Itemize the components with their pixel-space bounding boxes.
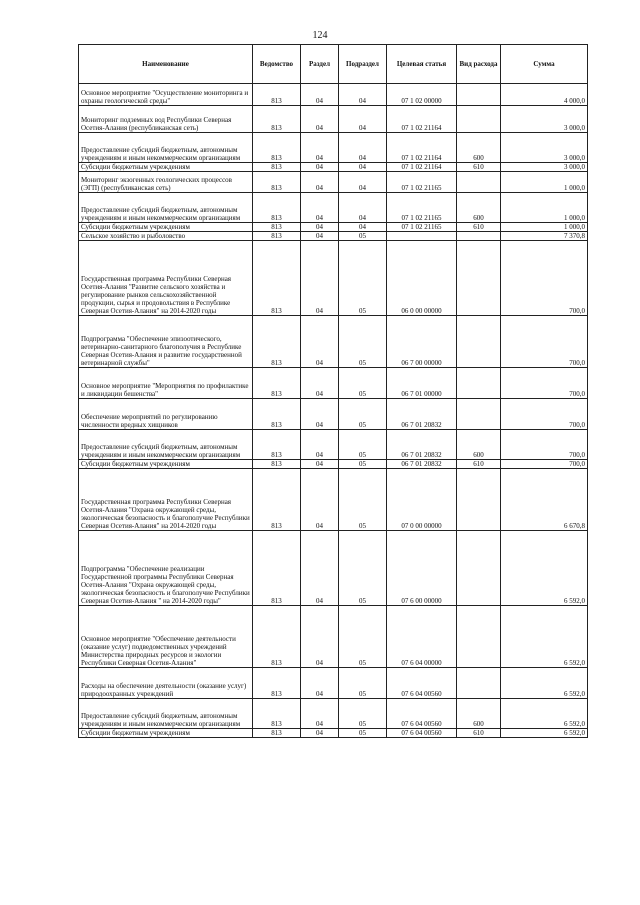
table-cell-dept: 813 bbox=[253, 729, 301, 738]
table-cell-subsection: 05 bbox=[339, 668, 387, 699]
table-cell-sum: 6 592,0 bbox=[501, 531, 588, 606]
table-cell-dept: 813 bbox=[253, 368, 301, 399]
budget-table bbox=[78, 44, 588, 738]
table-cell-target: 06 7 01 20832 bbox=[387, 430, 457, 460]
table-cell-subsection: 05 bbox=[339, 430, 387, 460]
table-cell-name: Основное мероприятие "Осуществление мониторинга и охраны геологической среды" bbox=[79, 84, 253, 106]
table-row bbox=[79, 469, 588, 531]
table-cell-name: Субсидии бюджетным учреждениям bbox=[79, 729, 253, 738]
table-cell-exp-type bbox=[457, 232, 501, 241]
page-number: 124 bbox=[312, 30, 328, 41]
table-row bbox=[79, 193, 588, 223]
table-cell-exp-type: 600 bbox=[457, 430, 501, 460]
table-cell-target: 07 1 02 21164 bbox=[387, 106, 457, 133]
table-cell-name: Основное мероприятие "Мероприятия по профилактике и ликвидации бешенства" bbox=[79, 368, 253, 399]
table-cell-exp-type bbox=[457, 316, 501, 368]
table-cell-section: 04 bbox=[301, 232, 339, 241]
table-cell-name: Сельское хозяйство и рыболовство bbox=[79, 232, 253, 241]
table-cell-name: Основное мероприятие "Обеспечение деятельности (оказание услуг) подведомственных учреждений Министерства природных ресурсов и экологии Республики Северная Осетия-Алания" bbox=[79, 606, 253, 668]
table-cell-subsection: 04 bbox=[339, 133, 387, 163]
table-cell-sum: 6 592,0 bbox=[501, 668, 588, 699]
table-row bbox=[79, 133, 588, 163]
table-row bbox=[79, 460, 588, 469]
table-cell-name: Мониторинг подземных вод Республики Северная Осетия-Алания (республиканская сеть) bbox=[79, 106, 253, 133]
table-cell-sum: 1 000,0 bbox=[501, 193, 588, 223]
table-cell-dept: 813 bbox=[253, 531, 301, 606]
table-cell-name: Предоставление субсидий бюджетным, автономным учреждениям и иным некоммерческим организациям bbox=[79, 193, 253, 223]
table-cell-target: 06 0 00 00000 bbox=[387, 241, 457, 316]
table-cell-exp-type bbox=[457, 172, 501, 193]
table-cell-section: 04 bbox=[301, 84, 339, 106]
table-cell-target: 07 6 04 00560 bbox=[387, 729, 457, 738]
table-cell-subsection: 04 bbox=[339, 172, 387, 193]
table-cell-target: 07 1 02 21165 bbox=[387, 193, 457, 223]
table-row bbox=[79, 84, 588, 106]
table-cell-dept: 813 bbox=[253, 469, 301, 531]
table-cell-target: 07 6 04 00560 bbox=[387, 668, 457, 699]
table-cell-sum: 700,0 bbox=[501, 399, 588, 430]
table-row bbox=[79, 430, 588, 460]
table-cell-sum: 6 592,0 bbox=[501, 606, 588, 668]
table-row bbox=[79, 668, 588, 699]
table-cell-dept: 813 bbox=[253, 232, 301, 241]
table-cell-sum: 6 592,0 bbox=[501, 699, 588, 729]
table-cell-dept: 813 bbox=[253, 316, 301, 368]
table-row bbox=[79, 368, 588, 399]
table-row bbox=[79, 241, 588, 316]
table-cell-sum: 1 000,0 bbox=[501, 223, 588, 232]
table-cell-subsection: 04 bbox=[339, 223, 387, 232]
table-cell-sum: 700,0 bbox=[501, 460, 588, 469]
table-cell-section: 04 bbox=[301, 531, 339, 606]
table-cell-exp-type bbox=[457, 106, 501, 133]
table-row bbox=[79, 223, 588, 232]
table-cell-name: Расходы на обеспечение деятельности (оказание услуг) природоохранных учреждений bbox=[79, 668, 253, 699]
table-cell-subsection: 05 bbox=[339, 531, 387, 606]
table-cell-subsection: 05 bbox=[339, 469, 387, 531]
table-cell-exp-type bbox=[457, 668, 501, 699]
table-cell-subsection: 04 bbox=[339, 84, 387, 106]
table-cell-exp-type bbox=[457, 84, 501, 106]
table-cell-target: 07 6 04 00000 bbox=[387, 606, 457, 668]
table-cell-exp-type bbox=[457, 368, 501, 399]
table-cell-sum: 700,0 bbox=[501, 316, 588, 368]
table-cell-section: 04 bbox=[301, 729, 339, 738]
table-cell-subsection: 05 bbox=[339, 399, 387, 430]
table-row bbox=[79, 316, 588, 368]
table-cell-exp-type: 610 bbox=[457, 729, 501, 738]
table-cell-subsection: 05 bbox=[339, 368, 387, 399]
table-cell-dept: 813 bbox=[253, 163, 301, 172]
table-header-row bbox=[79, 45, 588, 84]
table-cell-subsection: 05 bbox=[339, 729, 387, 738]
table-cell-name: Обеспечение мероприятий по регулированию численности вредных хищников bbox=[79, 399, 253, 430]
table-cell-sum: 6 670,8 bbox=[501, 469, 588, 531]
table-cell-target: 07 1 02 21165 bbox=[387, 172, 457, 193]
table-cell-dept: 813 bbox=[253, 399, 301, 430]
table-cell-name: Подпрограмма "Обеспечение реализации Государственной программы Республики Северная Осетия-Алания "Охрана окружающей среды, экологическая безопасность и благополучие Республики Северная Осетия-Алания " на 2014-2020 годы" bbox=[79, 531, 253, 606]
table-cell-name: Подпрограмма "Обеспечение эпизоотического, ветеринарно-санитарного благополучия в Республике Северная Осетия-Алания и развитие государственной ветеринарной службы" bbox=[79, 316, 253, 368]
table-row bbox=[79, 172, 588, 193]
table-cell-exp-type: 610 bbox=[457, 163, 501, 172]
table-cell-dept: 813 bbox=[253, 460, 301, 469]
table-cell-section: 04 bbox=[301, 399, 339, 430]
table-cell-dept: 813 bbox=[253, 668, 301, 699]
table-cell-name: Предоставление субсидий бюджетным, автономным учреждениям и иным некоммерческим организациям bbox=[79, 133, 253, 163]
table-cell-name: Государственная программа Республики Северная Осетия-Алания "Охрана окружающей среды, экологическая безопасность и благополучие Республики Северная Осетия-Алания" на 2014-2020 годы bbox=[79, 469, 253, 531]
table-cell-section: 04 bbox=[301, 368, 339, 399]
table-cell-subsection: 05 bbox=[339, 606, 387, 668]
table-cell-subsection: 04 bbox=[339, 106, 387, 133]
table-cell-target: 07 6 04 00560 bbox=[387, 699, 457, 729]
table-cell-exp-type bbox=[457, 531, 501, 606]
table-cell-name: Предоставление субсидий бюджетным, автономным учреждениям и иным некоммерческим организациям bbox=[79, 430, 253, 460]
table-cell-exp-type: 600 bbox=[457, 699, 501, 729]
table-cell-section: 04 bbox=[301, 606, 339, 668]
table-cell-dept: 813 bbox=[253, 106, 301, 133]
table-row bbox=[79, 729, 588, 738]
table-cell-target: 07 0 00 00000 bbox=[387, 469, 457, 531]
table-cell-dept: 813 bbox=[253, 223, 301, 232]
table-cell-target: 07 6 00 00000 bbox=[387, 531, 457, 606]
table-cell-exp-type: 600 bbox=[457, 133, 501, 163]
table-cell-target: 06 7 00 00000 bbox=[387, 316, 457, 368]
table-row bbox=[79, 163, 588, 172]
table-cell-dept: 813 bbox=[253, 699, 301, 729]
table-body bbox=[79, 84, 588, 738]
table-cell-sum: 3 000,0 bbox=[501, 163, 588, 172]
table-cell-target: 07 1 02 21165 bbox=[387, 223, 457, 232]
table-cell-section: 04 bbox=[301, 668, 339, 699]
header-name: Наименование bbox=[79, 45, 253, 84]
table-cell-section: 04 bbox=[301, 163, 339, 172]
table-cell-dept: 813 bbox=[253, 133, 301, 163]
header-dept: Ведомство bbox=[253, 45, 301, 84]
table-cell-name: Субсидии бюджетным учреждениям bbox=[79, 163, 253, 172]
table-cell-subsection: 05 bbox=[339, 241, 387, 316]
table-cell-sum: 1 000,0 bbox=[501, 172, 588, 193]
table-cell-exp-type bbox=[457, 399, 501, 430]
table-cell-subsection: 05 bbox=[339, 460, 387, 469]
table-cell-sum: 700,0 bbox=[501, 368, 588, 399]
table-cell-section: 04 bbox=[301, 430, 339, 460]
table-cell-name: Субсидии бюджетным учреждениям bbox=[79, 223, 253, 232]
table-cell-sum: 3 000,0 bbox=[501, 106, 588, 133]
table-cell-target: 06 7 01 20832 bbox=[387, 460, 457, 469]
table-cell-name: Мониторинг экзогенных геологических процессов (ЭГП) (республиканская сеть) bbox=[79, 172, 253, 193]
table-cell-section: 04 bbox=[301, 193, 339, 223]
table-cell-sum: 4 000,0 bbox=[501, 84, 588, 106]
table-cell-exp-type bbox=[457, 469, 501, 531]
table-cell-section: 04 bbox=[301, 316, 339, 368]
table-cell-target: 07 1 02 21164 bbox=[387, 163, 457, 172]
table-cell-exp-type: 600 bbox=[457, 193, 501, 223]
header-section: Раздел bbox=[301, 45, 339, 84]
table-cell-section: 04 bbox=[301, 469, 339, 531]
table-cell-dept: 813 bbox=[253, 84, 301, 106]
table-cell-sum: 3 000,0 bbox=[501, 133, 588, 163]
table-cell-section: 04 bbox=[301, 106, 339, 133]
header-subsection: Подраздел bbox=[339, 45, 387, 84]
table-cell-dept: 813 bbox=[253, 606, 301, 668]
table-cell-target: 06 7 01 00000 bbox=[387, 368, 457, 399]
table-cell-sum: 700,0 bbox=[501, 430, 588, 460]
table-cell-section: 04 bbox=[301, 223, 339, 232]
table-cell-subsection: 05 bbox=[339, 316, 387, 368]
table-row bbox=[79, 399, 588, 430]
table-cell-exp-type bbox=[457, 606, 501, 668]
table-cell-target: 06 7 01 20832 bbox=[387, 399, 457, 430]
table-cell-subsection: 04 bbox=[339, 163, 387, 172]
table-cell-exp-type bbox=[457, 241, 501, 316]
table-cell-target bbox=[387, 232, 457, 241]
table-cell-target: 07 1 02 00000 bbox=[387, 84, 457, 106]
table-row bbox=[79, 232, 588, 241]
table-cell-sum: 7 370,8 bbox=[501, 232, 588, 241]
table-cell-target: 07 1 02 21164 bbox=[387, 133, 457, 163]
table-cell-subsection: 05 bbox=[339, 232, 387, 241]
table-cell-exp-type: 610 bbox=[457, 460, 501, 469]
table-cell-subsection: 04 bbox=[339, 193, 387, 223]
table-cell-name: Субсидии бюджетным учреждениям bbox=[79, 460, 253, 469]
header-sum: Сумма bbox=[501, 45, 588, 84]
table-cell-subsection: 05 bbox=[339, 699, 387, 729]
table-cell-section: 04 bbox=[301, 699, 339, 729]
table-cell-section: 04 bbox=[301, 172, 339, 193]
table-cell-sum: 6 592,0 bbox=[501, 729, 588, 738]
table-cell-name: Предоставление субсидий бюджетным, автономным учреждениям и иным некоммерческим организациям bbox=[79, 699, 253, 729]
header-target: Целевая статья bbox=[387, 45, 457, 84]
table-cell-dept: 813 bbox=[253, 430, 301, 460]
table-cell-section: 04 bbox=[301, 133, 339, 163]
table-row bbox=[79, 531, 588, 606]
table-cell-section: 04 bbox=[301, 241, 339, 316]
table-cell-dept: 813 bbox=[253, 172, 301, 193]
table-cell-dept: 813 bbox=[253, 241, 301, 316]
table-cell-name: Государственная программа Республики Северная Осетия-Алания "Развитие сельского хозяйства и регулирование рынков сельскохозяйственной продукции, сырья и продовольствия в Республике Северная Осетия-Алания" на 2014-2020 годы bbox=[79, 241, 253, 316]
table-row bbox=[79, 606, 588, 668]
table-row bbox=[79, 106, 588, 133]
table-cell-section: 04 bbox=[301, 460, 339, 469]
table-cell-sum: 700,0 bbox=[501, 241, 588, 316]
table-cell-dept: 813 bbox=[253, 193, 301, 223]
header-exp-type: Вид расхода bbox=[457, 45, 501, 84]
table-row bbox=[79, 699, 588, 729]
table-cell-exp-type: 610 bbox=[457, 223, 501, 232]
